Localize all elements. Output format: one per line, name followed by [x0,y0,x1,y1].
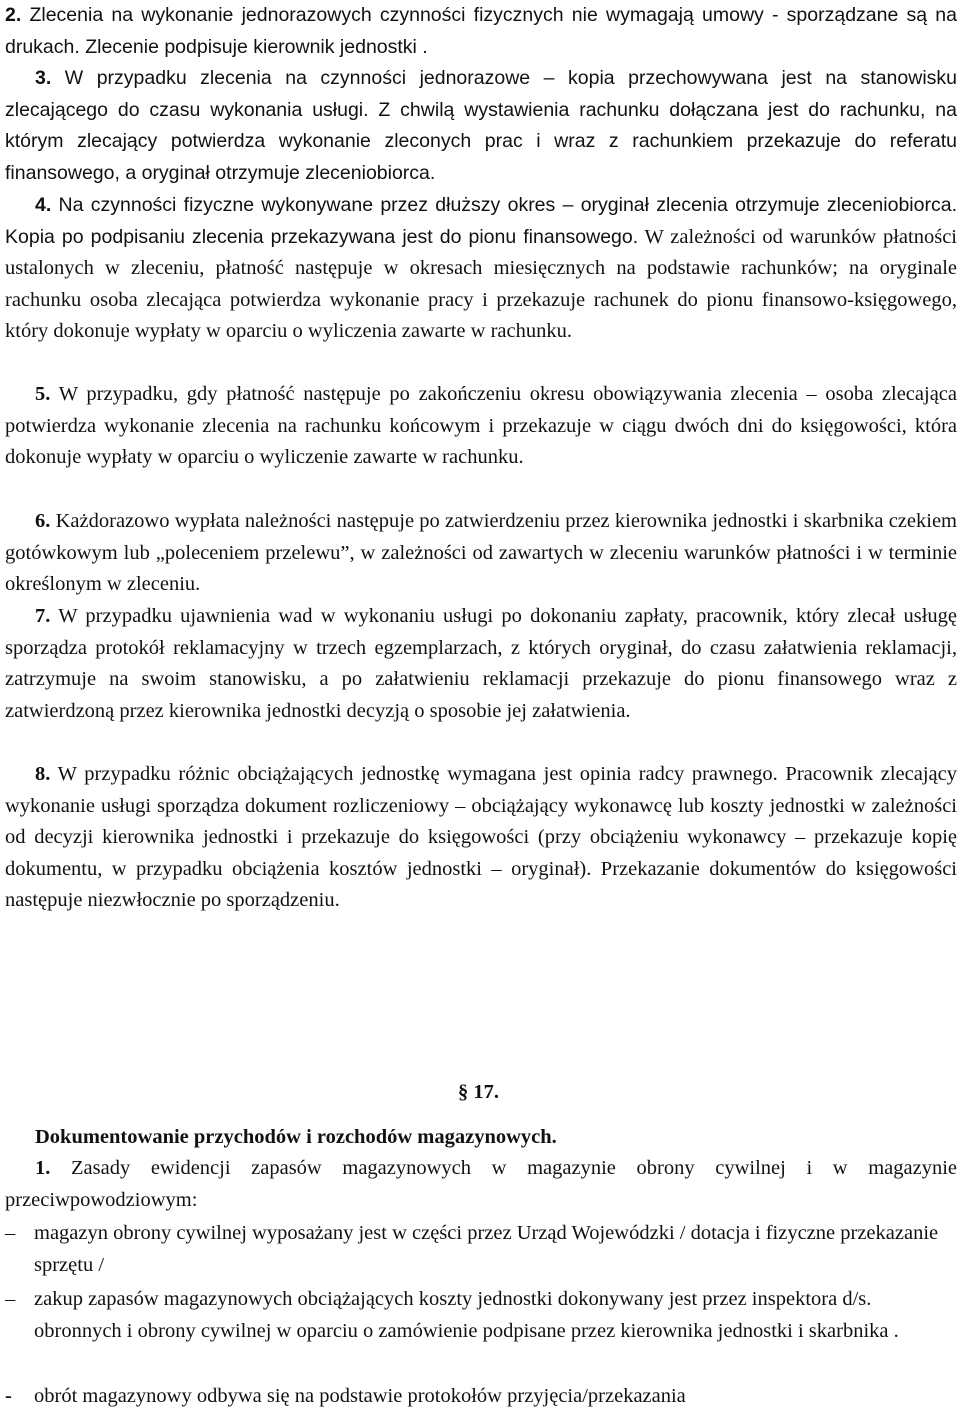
list-item-text: obrót magazynowy odbywa się na podstawie protokołów przyjęcia/przekazania [34,1385,686,1407]
paragraph-text: Zlecenia na wykonanie jednorazowych czynności fizycznych nie wymagają umowy - sporządzane są na drukach. Zlecenie podpisuje kierownik jednostki . [5,4,957,58]
list-item [5,1284,957,1347]
paragraph-5 [5,379,957,474]
paragraph-8 [5,759,957,917]
section-paragraph-1 [5,1153,957,1216]
paragraph-text: W przypadku zlecenia na czynności jednorazowe – kopia przechowywana jest na stanowisku zlecającego do czasu wykonania usługi. Z chwilą wystawienia rachunku dołączana jest do rachunku, na którym zlecający potwierdza wykonanie zleconych prac i wraz z rachunkiem przekazuje do referatu finansowego, a oryginał otrzymuje zleceniobiorca. [5,67,957,184]
paragraph-number: 1. [35,1157,51,1179]
section-title: Dokumentowanie przychodów i rozchodów magazynowych. [35,1126,557,1148]
paragraph-number: 6. [35,510,51,532]
paragraph-text: Zasady ewidencji zapasów magazynowych w magazynie obrony cywilnej i w magazynie przeciwpowodziowym: [5,1157,957,1211]
paragraph-4 [5,190,957,348]
paragraph-text-continued: W zależności od warunków płatności ustalonych w zleceniu, płatność następuje w okresach miesięcznych na podstawie rachunków; na oryginale rachunku osoba zlecająca potwierdza wykonanie pracy i przekazuje rachunek do pionu finansowo-księgowego, który dokonuje wypłaty w oparciu o wyliczenia zawarte w rachunku. [5,225,957,343]
list-item-text: zakup zapasów magazynowych obciążających koszty jednostki dokonywany jest przez inspektora d/s. obronnych i obrony cywilnej w oparciu o zamówienie podpisane przez kierownika jednostki i skarbnika . [34,1288,899,1342]
paragraph-7 [5,601,957,727]
list-dash: - [5,1385,12,1407]
paragraph-2 [5,0,957,63]
paragraph-text: Na czynności fizyczne wykonywane przez dłuższy okres – oryginał zlecenia otrzymuje zleceniobiorca. Kopia po podpisaniu zlecenia przekazywana jest do pionu finansowego. [5,194,957,248]
paragraph-number: 4. [35,194,52,216]
paragraph-3 [5,63,957,189]
paragraph-number: 7. [35,605,51,627]
paragraph-number: 3. [35,67,52,89]
list-item [5,1381,957,1413]
paragraph-number: 2. [5,4,22,26]
paragraph-number: 8. [35,763,51,785]
paragraph-number: 5. [35,383,51,405]
paragraph-text: W przypadku różnic obciążających jednostkę wymagana jest opinia radcy prawnego. Pracownik zlecający wykonanie usługi sporządza dokument rozliczeniowy – obciążający wykonawcę lub koszty jednostki w zależności od decyzji kierownika jednostki i przekazuje do księgowości (przy obciążeniu wykonawcy – przekazuje kopię dokumentu, w przypadku obciążenia kosztów jednostki – oryginał). Przekazanie dokumentów do księgowości następuje niezwłocznie po sporządzeniu. [5,763,957,912]
paragraph-text: W przypadku, gdy płatność następuje po zakończeniu okresu obowiązywania zlecenia – osoba zlecająca potwierdza wykonanie zlecenia na rachunku końcowym i przekazuje w ciągu dwóch dni do księgowości, która dokonuje wypłaty w oparciu o wyliczenie zawarte w rachunku. [5,383,957,469]
paragraph-text: Każdorazowo wypłata należności następuje po zatwierdzeniu przez kierownika jednostki i skarbnika czekiem gotówkowym lub „poleceniem przelewu”, w zależności od zawartych w zleceniu warunków płatności i w terminie określonym w zleceniu. [5,510,957,596]
list-item [5,1218,957,1281]
paragraph-text: W przypadku ujawnienia wad w wykonaniu usługi po dokonaniu zapłaty, pracownik, który zlecał usługę sporządza protokół reklamacyjny w trzech egzemplarzach, z których oryginał, do czasu załatwienia reklamacji, zatrzymuje na swoim stanowisku, a po załatwieniu reklamacji przekazuje do pionu finansowego wraz z zatwierdzoną przez kierownika jednostki decyzją o sposobie jej załatwienia. [5,605,957,722]
list-dash: – [5,1222,16,1244]
paragraph-6 [5,506,957,601]
list-dash: – [5,1288,16,1310]
list-item-text: magazyn obrony cywilnej wyposażany jest w części przez Urząd Wojewódzki / dotacja i fizyczne przekazanie sprzętu / [34,1222,939,1276]
section-sign: § 17. [458,1081,499,1103]
